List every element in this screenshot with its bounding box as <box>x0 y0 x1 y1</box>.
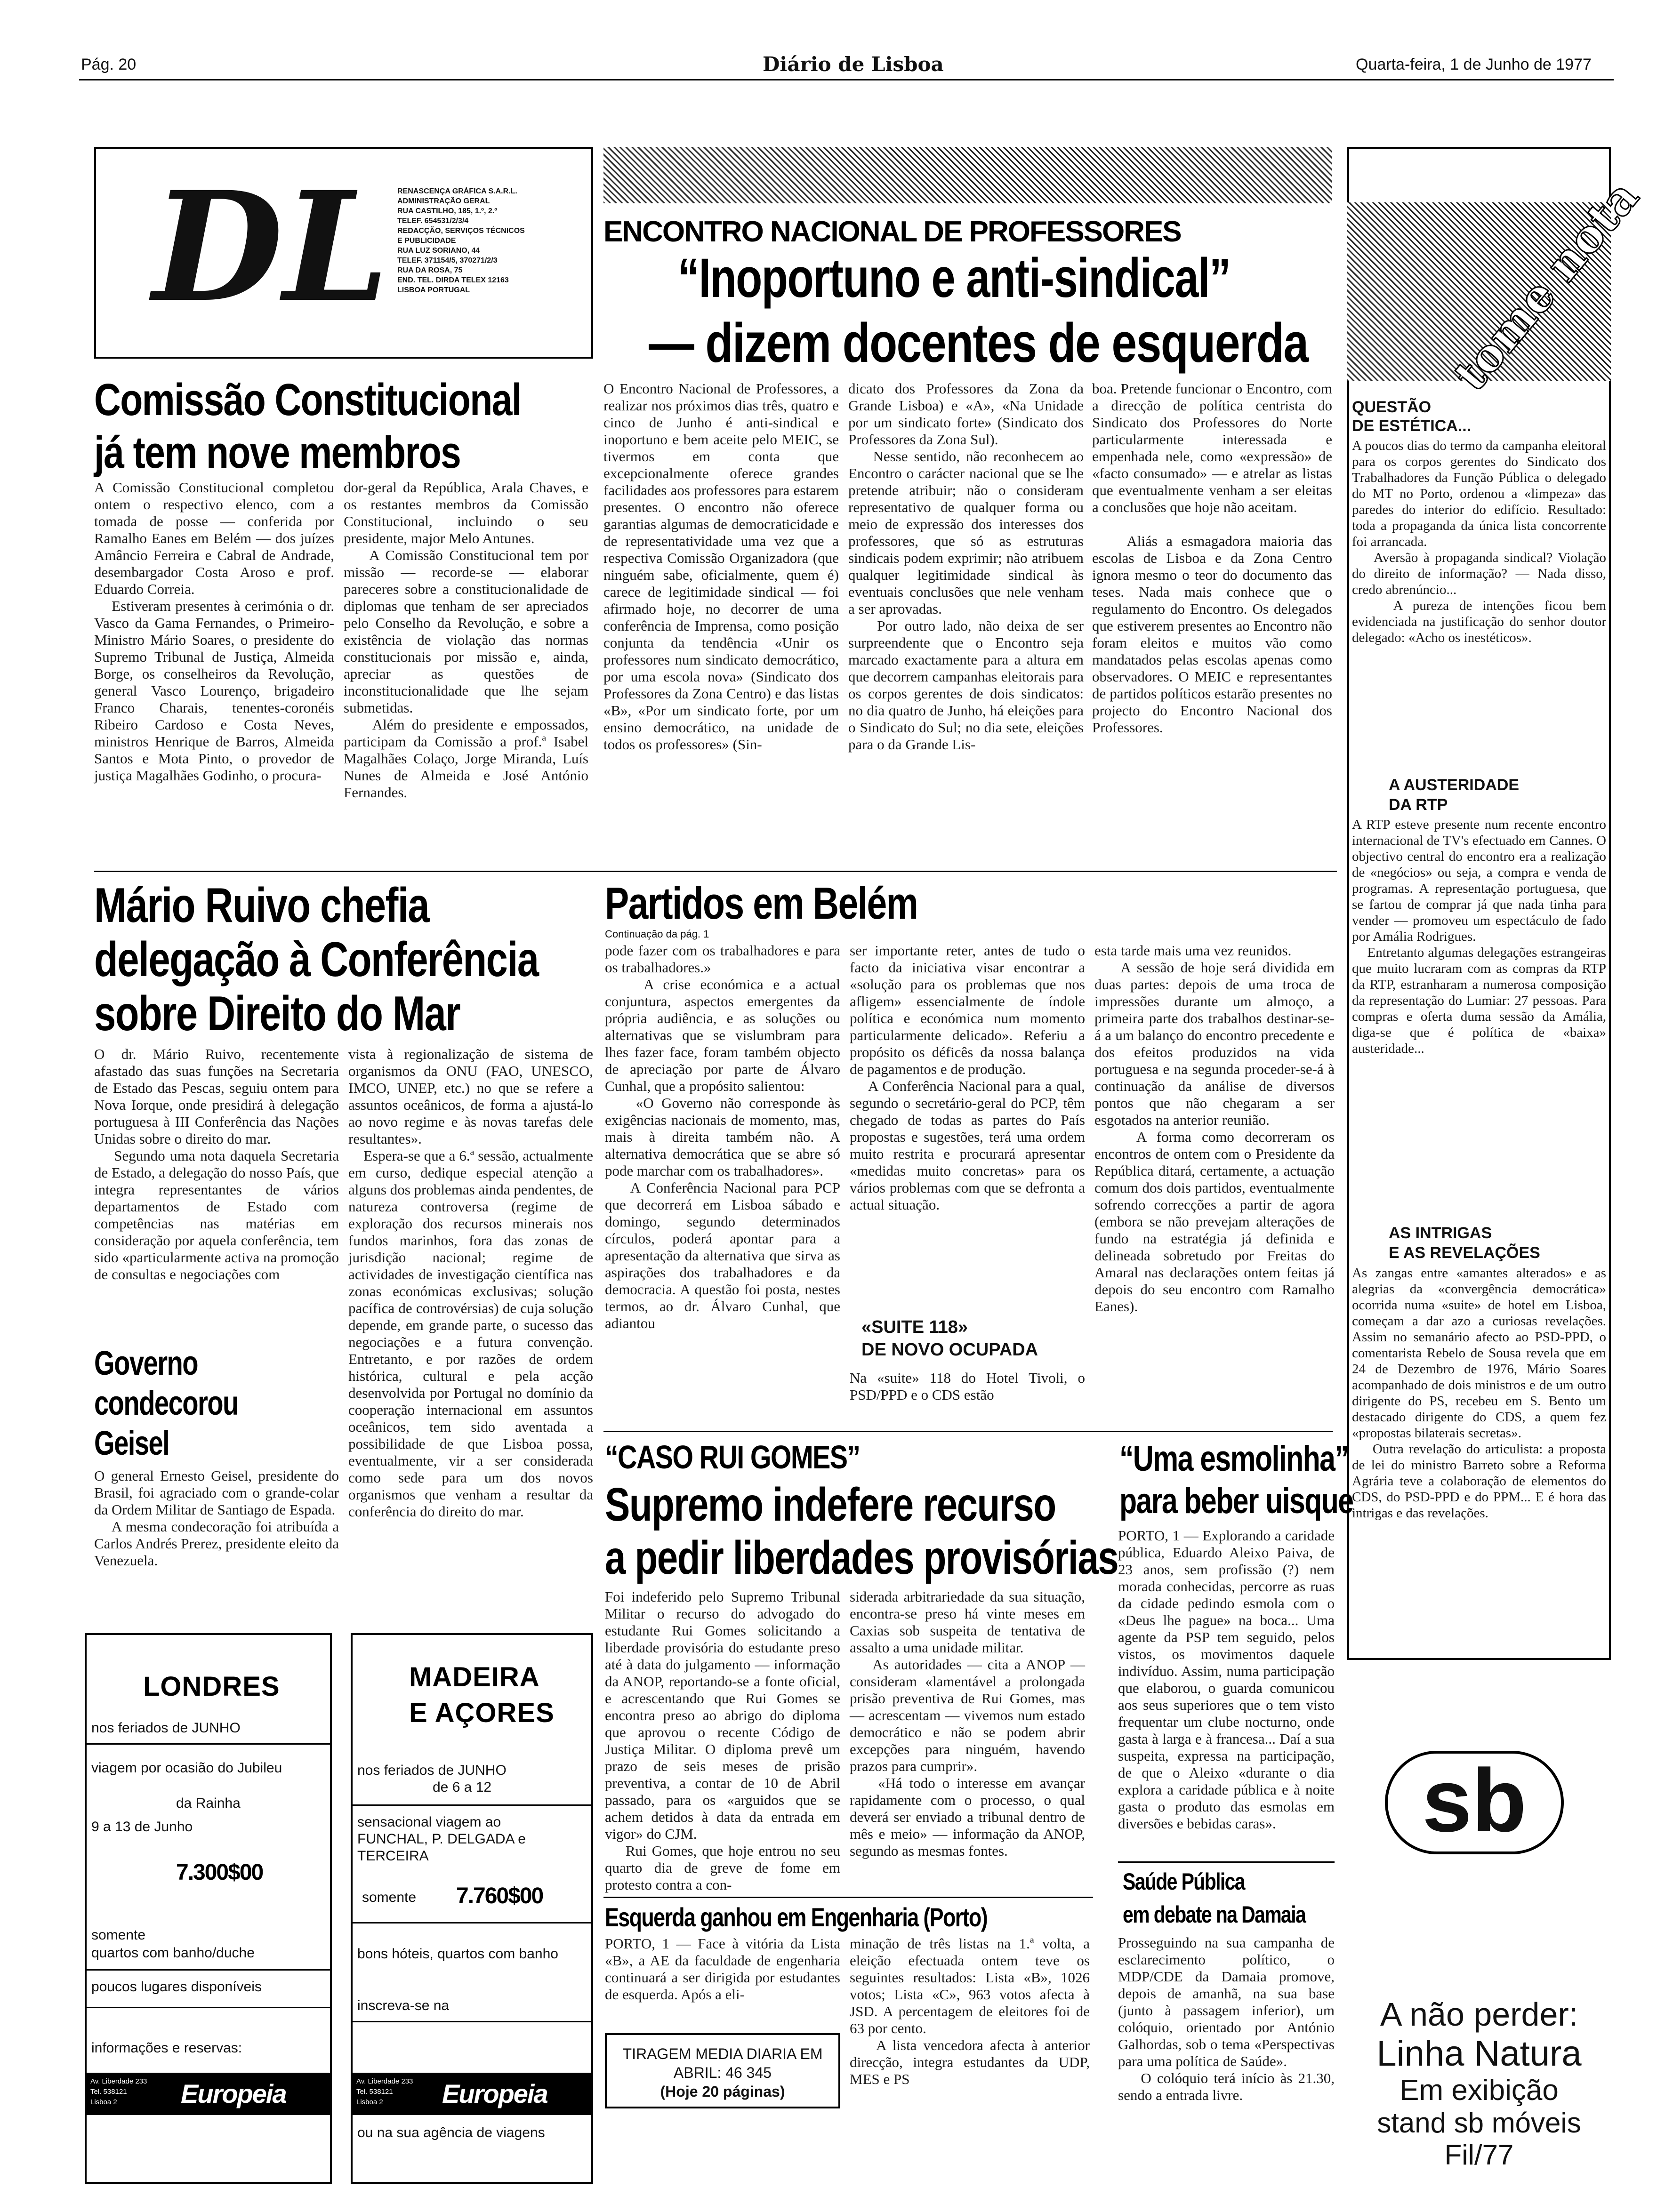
madeira-title-2: E AÇORES <box>409 1698 555 1728</box>
ruivo-col-2: vista à regionalização de sistema de organismos da ONU (FAO, UNESCO, IMCO, UNEP, etc.) no que se refere a assuntos oceânicos, de forma a ajustá-lo ao novo regime e às novas tarefas dele resultantes». Espera-se que a 6.ª sessão, actualmente em curso, dedique especial atenção a alguns dos problemas ainda pendentes, de natureza controversa (regime de exploração dos recursos minerais nos fundos marinhos, fora das zonas de jurisdição nacional; regime de actividades de investigação científica nas zonas económicas exclusivas; solução pacífica de controvérsias) de cuja solução depende, em grande parte, o sucesso das negociações e a futura convenção. Entretanto, e por razões de ordem histórica, cultural e pela acção desenvolvida por Portugal no domínio da cooperação internacional em assuntos oceânicos, tem sido aventada a possibilidade de que Lisboa possa, eventualmente, vir a ser considerada como sede para um dos novos organismos que venham a resultar da conferência do direito do mar. <box>348 1046 593 1520</box>
ruigomes-kicker: “CASO RUI GOMES” <box>605 1439 860 1475</box>
sb-line-2: Linha Natura <box>1376 2034 1582 2074</box>
madeira-price: 7.760$00 <box>456 1883 543 1908</box>
madeira-line-4: somente <box>362 1890 417 1905</box>
madeira-agency-address: Av. Liberdade 233 Tel. 538121 Lisboa 2 <box>356 2077 413 2106</box>
governo-headline-3: Geisel <box>94 1425 169 1462</box>
sb-line-4: stand sb móveis <box>1377 2107 1581 2139</box>
esmolinha-body: PORTO, 1 — Explorando a caridade pública, Eduardo Aleixo Paiva, de 23 anos, sem profissão (?) nem morada conhecidas, percorre as ruas da cidade pedindo esmola com o «Deus lhe pague» na boca... Uma agente da PSP tem seguido, pelos vistos, os movimentos daquele indivíduo. Assim, numa participação que elaborou, o guarda comunicou aos seus superiores que o tem visto frequentar um clube nocturno, onde gasta à larga e à francesa... Daí a sua suspeita, expressa na participação, de que o Aleixo «durante o dia explora a caridade pública e à noite gasta o produto das esmolas em diversões e bebidas caras». <box>1118 1527 1338 1832</box>
governo-body: O general Ernesto Geisel, presidente do Brasil, foi agraciado com o grande-colar da Ordem Militar de Santiago de Espada. A mesma condecoração foi atribuída a Carlos Andrés Prerez, presidente eleito da Venezuela. <box>94 1467 339 1569</box>
sb-line-3: Em exibição <box>1400 2074 1559 2107</box>
madeira-line-1: nos feriados de JUNHO <box>357 1763 507 1778</box>
londres-line-3: da Rainha <box>176 1795 241 1811</box>
madeira-line-7: ou na sua agência de viagens <box>357 2125 545 2140</box>
issue-date: Quarta-feira, 1 de Junho de 1977 <box>1356 56 1592 73</box>
ruivo-headline-1: Mário Ruivo chefia <box>94 878 429 933</box>
comissao-headline-2: já tem nove membros <box>94 427 461 478</box>
esmolinha-headline-2: para beber uisque <box>1119 1481 1353 1521</box>
tome-nota-sub-2b: DA RTP <box>1389 796 1448 814</box>
engenharia-col-2: minação de três listas na 1.ª volta, a eleição efectuada ontem teve os seguintes resultados: Lista «B», 1026 votos; Lista «C», 963 votos afecta à JSD. A percentagem de eleitores foi de 63 por cento. A lista vencedora afecta à anterior direcção, integra estudantes da UDP, MES e PS <box>850 1935 1090 2087</box>
tome-nota-sub-3a: AS INTRIGAS <box>1389 1224 1492 1242</box>
madeira-line-2: de 6 a 12 <box>433 1779 492 1795</box>
partidos-headline: Partidos em Belém <box>605 878 918 929</box>
dl-logo-box <box>94 147 593 359</box>
tome-nota-p3: As zangas entre «amantes alterados» e as alegrias da «convergência democrática» ocorrida numa «suite» de hotel em Lisboa, começam a dar azo a curiosas revelações. Assim no semanário afecto ao PSD-PPD, o comentarista Rebelo de Sousa revela que em 24 de Dezembro de 1976, Mário Soares acompanhado de dois ministros e de um outro dirigente do PS, recebeu em S. Bento um destacado dirigente do CDS, a quem fez «propostas bilaterais secretas». Outra revelação do articulista: a proposta de lei do ministro Barreto sobre a Reforma Agrária teve a colaboração de elementos do CDS, do PSD-PPD e do PPM... E é hora das intrigas e das revelações. <box>1352 1266 1606 1521</box>
publisher-info: RENASCENÇA GRÁFICA S.A.R.L. ADMINISTRAÇÃO GERAL RUA CASTILHO, 185, 1.º, 2.º TELEF. 654531/2/3/4 REDACÇÃO, SERVIÇOS TÉCNICOS E PUBLICIDADE RUA LUZ SORIANO, 44 TELEF. 371154/5, 370271/2/3 RUA DA ROSA, 75 END. TEL. DIRDA TELEX 12163 LISBOA PORTUGAL <box>397 187 525 294</box>
londres-price: 7.300$00 <box>176 1860 263 1885</box>
sb-ad <box>1347 1675 1611 2193</box>
ruigomes-headline-1: Supremo indefere recurso <box>605 1478 1056 1531</box>
londres-dates: 9 a 13 de Junho <box>91 1819 193 1835</box>
tome-nota-label: tome nota <box>1443 170 1649 401</box>
londres-line-5: quartos com banho/duche <box>91 1945 255 1961</box>
tome-nota-sub-1a: QUESTÃO <box>1352 398 1432 416</box>
madeira-line-3: sensacional viagem ao FUNCHAL, P. DELGADA e TERCEIRA <box>357 1814 530 1864</box>
professores-col-3: boa. Pretende funcionar o Encontro, com a direcção de política centrista do Sindicato dos Professores do Norte particularmente interessada e empenhada nele, como «expressão» de «facto consumado» — e atrelar as listas que eventualmente venham a ser eleitas a conclusões que hoje não aceitam. Aliás a esmagadora maioria das escolas de Lisboa e da Zona Centro ignora mesmo o teor do documento das teses. Nada mais conhece que o regulamento do Encontro. Os delegados que estiverem presentes ao Encontro não foram eleitos e muitos vão como mandatados pelas escolas apenas como observadores. O MEIC e representantes de partidos políticos estarão presentes no projecto do Encontro Nacional dos Professores. <box>1092 380 1332 736</box>
engenharia-headline: Esquerda ganhou em Engenharia (Porto) <box>605 1902 988 1932</box>
tome-nota-p2: A RTP esteve presente num recente encontro internacional de TV's efectuado em Cannes. O objectivo central do encontro era a realização de «negócios» ou seja, a compra e venda de programas. A representação portuguesa, que se fartou de comprar já que nada tinha para vender — promoveu um espectáculo de fado por Amália Rodrigues. Entretanto algumas delegações estrangeiras que muito lucraram com as compras da RTP da RTP, estranharam a numerosa composição da representação do Lumiar: 27 pessoas. Para compras e oferta duma sessão da Amália, diga-se que é política de «baixa» austeridade... <box>1352 817 1606 1056</box>
londres-agency-brand: Europeia <box>181 2079 286 2108</box>
suite-headline-1: «SUITE 118» <box>861 1317 968 1337</box>
tome-nota-p1: A poucos dias do termo da campanha eleitoral para os corpos gerentes do Sindicato dos Trabalhadores da Função Pública o delegado do MT no Porto, ordenou a «limpeza» das paredes do interior do edifício. Resultado: toda a propaganda da única lista concorrente foi arrancada. Aversão à propaganda sindical? Violação do direito de informação? — Nada disso, credo abrenúncio... A pureza de intenções ficou bem evidenciada na justificação do senhor doutor delegado: «Acho os inestéticos». <box>1352 438 1607 645</box>
partidos-col-3: esta tarde mais uma vez reunidos. A sessão de hoje será dividida em duas partes: depois de uma troca de impressões durante um almoço, a primeira parte dos trabalhos destinar-se-á a um balanço do encontro precedente e dos efeitos produzidos na vida portuguesa e na segunda proceder-se-á à continuação da análise de diversos pontos que não chegaram a ser esgotados na anterior reunião. A forma como decorreram os encontros de ontem com o Presidente da República ditará, certamente, a actuação comum dos dois partidos, eventualmente sofrendo correcções a partir de agora (embora se não prevejam alterações de fundo na estratégia já definida e delineada sobretudo por Freitas do Amaral nas declarações ontem feitas já depois do seu encontro com Ramalho Eanes). <box>1094 942 1335 1314</box>
circulation-line-3: (Hoje 20 páginas) <box>660 2083 785 2100</box>
suite-headline-2: DE NOVO OCUPADA <box>861 1340 1038 1360</box>
comissao-col-1: A Comissão Constitucional completou ontem o respectivo elenco, com a tomada de posse — conferida por Ramalho Eanes em Belém — dos juízes Amâncio Ferreira e Cabral de Andrade, desembargador Costa Aroso e prof. Eduardo Correia. Estiveram presentes à cerimónia o dr. Vasco da Gama Fernandes, o Primeiro-Ministro Mário Soares, o presidente do Supremo Tribunal de Justiça, Almeida Borge, os conselheiros da Revolução, general Vasco Lourenço, brigadeiro Franco Charais, tenentes-coronéis Ribeiro Cardoso e Costa Neves, ministros Henrique de Barros, Almeida Santos e Mota Pinto, o provedor de justiça Magalhães Godinho, o procura- <box>94 479 334 784</box>
ruivo-col-1: O dr. Mário Ruivo, recentemente afastado das suas funções na Secretaria de Estado das Pescas, seguiu ontem para Nova Iorque, onde presidirá à delegação portuguesa à III Conferência das Nações Unidas sobre o direito do mar. Segundo uma nota daquela Secretaria de Estado, a delegação do nosso País, que integra representantes de vários departamentos de Estado com competências nas matérias em consideração por aquela conferência, tem sido «particularmente activa na promoção de consultas e negociações com <box>94 1046 339 1282</box>
ruivo-headline-3: sobre Direito do Mar <box>94 986 460 1041</box>
comissao-headline-1: Comissão Constitucional <box>94 375 522 425</box>
esmolinha-headline-1: “Uma esmolinha” <box>1119 1439 1349 1479</box>
professores-col-1: O Encontro Nacional de Professores, a realizar nos próximos dias três, quatro e cinco de Junho é anti-sindical e inoportuno e bem aceite pelo MEIC, se tivermos em conta que excepcionalmente oferece grandes facilidades aos professores para estarem presentes. O encontro não oferece garantias algumas de democraticidade e de representatividade uma vez que a respectiva Comissão Organizadora (que ninguém sabe, oficialmente, quem é) carece de legitimidade sindical — foi afirmado hoje, no decorrer de uma conferência de Imprensa, como posição conjunta da tendência «Unir os professores num sindicato democrático, por uma escola nova» (Sindicato dos Professores da Zona Centro) e das listas «B», «Por um sindicato forte, por um ensino democrático, na unidade de todos os professores» (Sin- <box>603 380 843 753</box>
newspaper-title: Diário de Lisboa <box>763 53 944 76</box>
madeira-agency-brand: Europeia <box>442 2079 547 2108</box>
ruigomes-col-1: Foi indeferido pelo Supremo Tribunal Militar o recurso do advogado do estudante Rui Gomes solicitando a liberdade provisória do estudante preso até à data do julgamento — informação da ANOP, reportando-se a fonte oficial, e acrescentando que Rui Gomes se encontra preso ao abrigo do diploma que aprovou o recente Código de Justiça Militar. O diploma prevê um prazo de seis meses de prisão preventiva, a contar de 10 de Abril passado, para os «arguidos que se achem detidos à data da entrada em vigor» do CJM. Rui Gomes, que hoje entrou no seu quarto dia de greve de fome em protesto contra a con- <box>605 1588 841 1893</box>
comissao-col-2: dor-geral da República, Arala Chaves, e os restantes membros da Comissão Constitucional, incluindo o seu presidente, major Melo Antunes. A Comissão Constitucional tem por missão — recorde-se — elaborar pareceres sobre a constitucionalidade de diplomas que tenham de ser apreciados pelo Conselho da Revolução, e sobre a existência de violação das normas constitucionais por missão e, ainda, apreciar as questões de inconstitucionalidade que lhe sejam submetidas. Além do presidente e empossados, participam da Comissão a prof.ª Isabel Magalhães Colaço, Jorge Miranda, Luís Nunes de Almeida e José António Fernandes. <box>344 479 588 801</box>
professores-headline-1: “Inoportuno e anti-sindical” <box>678 247 1231 309</box>
page-number: Pág. 20 <box>81 56 137 73</box>
governo-headline-1: Governo <box>94 1345 198 1382</box>
londres-line-4: somente <box>91 1927 146 1943</box>
suite-body: Na «suite» 118 do Hotel Tivoli, o PSD/PPD e o CDS estão <box>850 1370 1089 1403</box>
tome-nota-sub-3b: E AS REVELAÇÕES <box>1389 1244 1540 1262</box>
saude-body: Prosseguindo na sua campanha de esclarecimento político, o MDP/CDE da Damaia promove, depois de amanhã, na sua base (junto à passagem inferior), um colóquio, orientado por António Galhordas, sob o tema «Perspectivas para uma política de Saúde». O colóquio terá início às 21.30, sendo a entrada livre. <box>1118 1934 1335 2103</box>
londres-agency-address: Av. Liberdade 233 Tel. 538121 Lisboa 2 <box>90 2077 147 2106</box>
tome-nota-sub-1b: DE ESTÉTICA... <box>1352 417 1472 435</box>
ruivo-headline-2: delegação à Conferência <box>94 932 539 987</box>
partidos-col-2: ser importante reter, antes de tudo o facto da iniciativa visar encontrar a «solução para os problemas que nos afligem» essencialmente de índole política e económica num momento particularmente delicado». Referiu a propósito os déficês da nossa balança de pagamentos e de produção. A Conferência Nacional para a qual, segundo o secretário-geral do PCP, têm chegado de todas as partes do País propostas e sugestões, terá uma ordem muito restrita e procurará apresentar «medidas muito concretas» para os vários problemas com que se defronta a actual situação. <box>850 942 1086 1213</box>
saude-headline-2: em debate na Damaia <box>1123 1901 1306 1928</box>
professores-kicker: ENCONTRO NACIONAL DE PROFESSORES <box>603 216 1181 248</box>
londres-ad <box>85 1633 332 2184</box>
londres-line-1: nos feriados de JUNHO <box>91 1720 241 1736</box>
sb-logo <box>1385 1751 1564 1854</box>
partidos-col-1: pode fazer com os trabalhadores e para os trabalhadores.» A crise económica e a actual conjuntura, aspectos emergentes da própria audiência, e as soluções ou alternativas que se vislumbram para lhes fazer face, foram também objecto de apreciação por parte de Álvaro Cunhal, que a propósito salientou: «O Governo não corresponde às exigências nacionais de momento, mas, mais à direita também não. A alternativa democrática que se abre só pode marchar com os trabalhadores». A Conferência Nacional para PCP que decorrerá em Lisboa sábado e domingo, segundo determinados círculos, poderá apontar para a apresentação da alternativa que sirva as aspirações dos trabalhadores e da democracia. A questão foi posta, nestes termos, ao dr. Álvaro Cunhal, que adiantou <box>605 942 841 1331</box>
sb-line-1: A não perder: <box>1380 1996 1578 2033</box>
londres-title: LONDRES <box>143 1671 280 1702</box>
ruigomes-col-2: siderada arbitrariedade da sua situação, encontra-se preso há vinte meses em Caxias sob suspeita de tentativa de assalto a uma unidade militar. As autoridades — cita a ANOP — consideram «lamentável a prolongada prisão preventiva de Rui Gomes, mas — acrescentam — vivemos num estado democrático e não se podem abrir excepções para ninguém, havendo prazos para cumprir». «Há todo o interesse em avançar rapidamente com o processo, o qual deverá ser enviado a tribunal dentro de mês e meio» — informação da ANOP, segundo as mesmas fontes. <box>850 1588 1086 1859</box>
londres-line-2: viagem por ocasião do Jubileu <box>91 1760 282 1776</box>
dl-logo-mark: DL <box>153 159 389 336</box>
governo-headline-2: condecorou <box>94 1385 238 1422</box>
partidos-continuation: Continuação da pág. 1 <box>605 928 709 940</box>
sb-logo-text: sb <box>1422 1751 1527 1851</box>
hatched-banner <box>603 147 1332 203</box>
sb-line-5: Fil/77 <box>1444 2139 1514 2171</box>
londres-agency-bar <box>87 2073 330 2115</box>
saude-headline-1: Saúde Pública <box>1123 1868 1245 1895</box>
professores-headline-2: — dizem docentes de esquerda <box>649 312 1308 374</box>
madeira-line-6: inscreva-se na <box>357 1998 450 2013</box>
circulation-line-2: ABRIL: 46 345 <box>673 2064 772 2081</box>
madeira-ad <box>351 1633 593 2184</box>
madeira-title-1: MADEIRA <box>409 1662 540 1692</box>
professores-col-2: dicato dos Professores da Zona da Grande Lisboa) e «A», «Na Unidade por um sindicato forte» (Sindicato dos Professores da Zona Sul). Nesse sentido, não reconhecem ao Encontro o carácter nacional que se lhe pretende atribuir; não o consideram representativo de qualquer forma ou meio de expressão dos interesses dos professores, que só as estruturas sindicais podem exprimir; não atribuem qualquer legitimidade sindical às eventuais conclusões que nele venham a ser aprovadas. Por outro lado, não deixa de ser surpreendente que o Encontro seja marcado exactamente para a altura em que decorrem campanhas eleitorais para os corpos gerentes de dois sindicatos: no dia quatro de Junho, há eleições para o Sindicato do Sul; no dia sete, eleições para o da Grande Lis- <box>848 380 1084 753</box>
engenharia-col-1: PORTO, 1 — Face à vitória da Lista «B», a AE da faculdade de engenharia continuará a ser dirigida por estudantes de esquerda. Após a eli- <box>605 1935 844 2003</box>
circulation-line-1: TIRAGEM MEDIA DIARIA EM <box>622 2045 823 2062</box>
tome-nota-banner <box>1347 170 1649 401</box>
londres-line-7: informações e reservas: <box>91 2040 242 2056</box>
madeira-line-5: bons hóteis, quartos com banho <box>357 1946 558 1962</box>
londres-line-6: poucos lugares disponíveis <box>91 1979 262 1995</box>
ruigomes-headline-2: a pedir liberdades provisórias <box>605 1531 1118 1584</box>
madeira-agency-bar <box>353 2073 591 2115</box>
circulation-box <box>605 2033 840 2108</box>
tome-nota-sub-2a: A AUSTERIDADE <box>1389 776 1520 794</box>
